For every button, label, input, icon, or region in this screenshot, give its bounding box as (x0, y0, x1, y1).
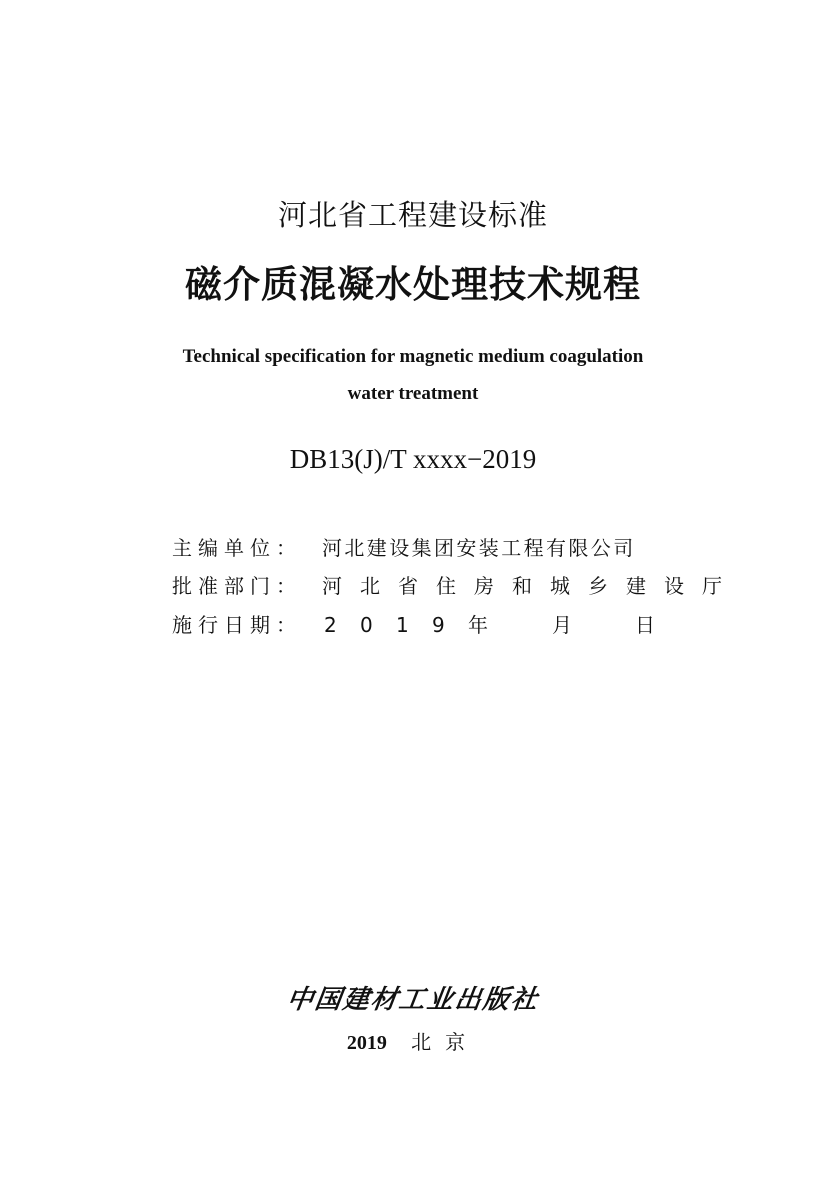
editor-row (172, 532, 662, 564)
date-row (172, 609, 662, 641)
date-year-digit: 0 (360, 613, 373, 637)
approver-row (172, 570, 740, 602)
date-day-unit: 日 (635, 613, 655, 637)
date-label: 施行日期： (172, 613, 302, 637)
editor-value: 河北建设集团安装工程有限公司 (322, 536, 636, 560)
editor-label: 主编单位： (172, 536, 302, 560)
standard-org-title: 河北省工程建设标准 (277, 198, 548, 232)
approver-value: 河北省住房和城乡建设厅 (322, 574, 740, 598)
date-year-digit: 2 (324, 613, 337, 637)
publication-city: 北京 (411, 1030, 480, 1054)
publisher-logo: 中国建材工业出版社 (284, 985, 542, 1015)
document-title-cn: 磁介质混凝水处理技术规程 (185, 262, 641, 306)
date-month-unit: 月 (552, 613, 572, 637)
publication-year: 2019 (346, 1032, 387, 1054)
document-title-en-line1: Technical specification for magnetic medium coagulation (182, 346, 644, 367)
standard-code: DB13(J)/T xxxx−2019 (289, 444, 537, 474)
date-year-digit: 9 (432, 613, 445, 637)
document-title-en-line2: water treatment (347, 383, 479, 404)
approver-label: 批准部门： (172, 574, 302, 598)
publication-line (0, 1026, 826, 1059)
date-year-unit: 年 (468, 613, 488, 637)
date-year-digit: 1 (396, 613, 409, 637)
